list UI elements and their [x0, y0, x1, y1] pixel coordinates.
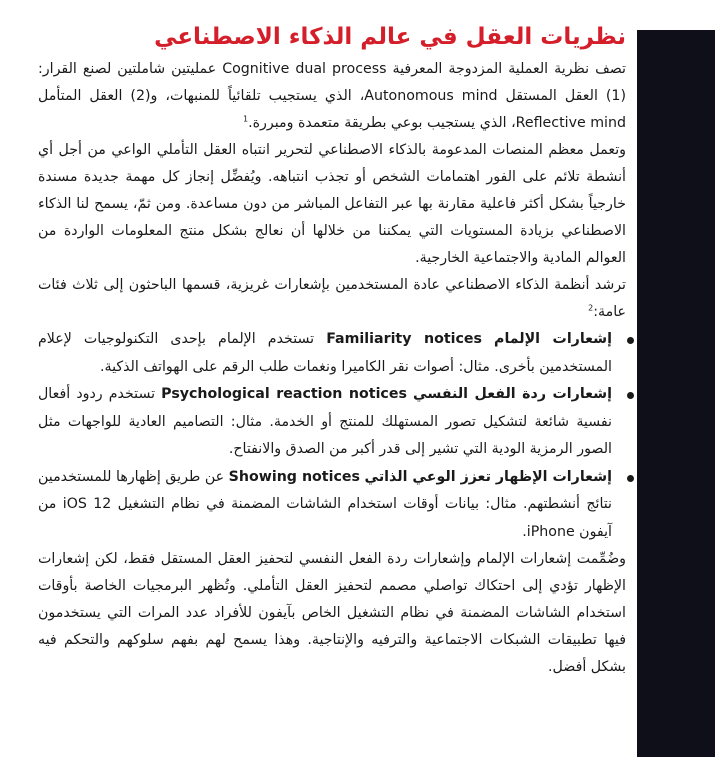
text-run: تستخدم ردود أفعال نفسية شائعة لتشكيل تصور المستهلك للمنتج أو الخدمة. مثال: التصاميم العادية للواجهات مثل الصور الرمزية الودية التي تشير إلى قدر أكبر من الصدق والانفتاح.: [38, 386, 612, 457]
english-term: Psychological reaction notices: [161, 386, 407, 402]
text-run: عن طريق إظهارها للمستخدمين نتائج أنشطتهم. مثال: بيانات أوقات استخدام الشاشات المضمنة في نظام التشغيل: [38, 468, 613, 512]
bullet-dot-icon: [627, 475, 634, 482]
list-item: [38, 326, 626, 381]
text-run: ، الذي يستجيب بوعي بطريقة متعمدة ومبررة.: [248, 115, 516, 131]
text-run: عمليتين شاملتين لصنع القرار: (1) العقل المستقل: [38, 61, 626, 104]
footnote-ref: 2: [588, 303, 594, 313]
paragraph-ai-platforms: وتعمل معظم المنصات المدعومة بالذكاء الاصطناعي لتحرير انتباه العقل التأملي الواعي من أجل أي أنشطة تلائم على الفور اهتمامات الشخص أو تجذب انتباهه. ويُفضِّل إنجاز كل مهمة جديدة مسندة خارجياً بشكل أكثر فاعلية مقارنة بها عبر التفاعل المباشر من دون مساعدة. ومن ثمّ، يسمح لنا الذكاء الاصطناعي بزيادة المستويات التي يمكننا من خلالها أن نعالج بشكل منتج المعلومات الواردة من العوالم المادية والاجتماعية الخارجية.: [38, 142, 626, 266]
english-term: Showing notices: [228, 468, 360, 485]
notices-list: [38, 326, 626, 546]
english-term: Autonomous mind: [364, 88, 498, 104]
text-run: تستخدم الإلمام بإحدى التكنولوجيات لإعلام المستخدمين بأخرى. مثال: أصوات نقر الكاميرا ونغمات طلب الرقم على الهواتف الذكية.: [38, 331, 612, 375]
dark-side-bar: [637, 30, 715, 757]
english-term: iPhone: [526, 523, 575, 540]
footnote-ref: 1: [242, 114, 249, 124]
bullet-dot-icon: [627, 337, 634, 344]
english-term: iOS 12: [62, 496, 112, 512]
paragraph-notices-intro: [38, 272, 626, 326]
bullet-dot-icon: [627, 392, 634, 399]
article-title: نظريات العقل في عالم الذكاء الاصطناعي: [154, 24, 626, 50]
english-term: Familiarity notices: [326, 331, 482, 347]
text-run: ترشد أنظمة الذكاء الاصطناعي عادة المستخدمين بإشعارات غريزية، قسمها الباحثون إلى ثلاث فئات عامة:: [38, 277, 626, 320]
text-run: .: [522, 523, 527, 540]
article: [38, 20, 626, 681]
list-item: [38, 381, 626, 464]
english-term: Reflective mind: [515, 115, 626, 131]
english-term: Cognitive dual process: [222, 61, 387, 77]
text-run: ، الذي يستجيب تلقائياً للمنبهات، و(2) العقل المتأمل: [38, 88, 365, 104]
paragraph-conclusion: وضُمِّمت إشعارات الإلمام وإشعارات ردة الفعل النفسي لتحفيز العقل المستقل فقط، لكن إشعارات الإظهار تؤدي إلى احتكاك تواصلي مصمم لتحفيز العقل التأملي. وتُظهر البرمجيات الخاصة بأوقات استخدام الشاشات المضمنة في نظام التشغيل الخاص بآيفون للأفراد عدد المرات التي يستخدمون فيها تطبيقات الشبكات الاجتماعية والترفيه والإنتاجية. وهذا يسمح لهم بفهم سلوكهم والتحكم فيه بشكل أفضل.: [38, 551, 626, 675]
bullet-heading: إشعارات ردة الفعل النفسي: [413, 386, 612, 402]
text-run: تصف نظرية العملية المزدوجة المعرفية: [386, 61, 627, 77]
list-item: [38, 464, 626, 547]
bullet-heading: إشعارات الإظهار تعزز الوعي الذاتي: [364, 468, 612, 485]
bullet-heading: إشعارات الإلمام: [494, 331, 612, 347]
paragraph-dual-process: [38, 56, 626, 137]
text-run: من آيفون: [38, 496, 612, 540]
